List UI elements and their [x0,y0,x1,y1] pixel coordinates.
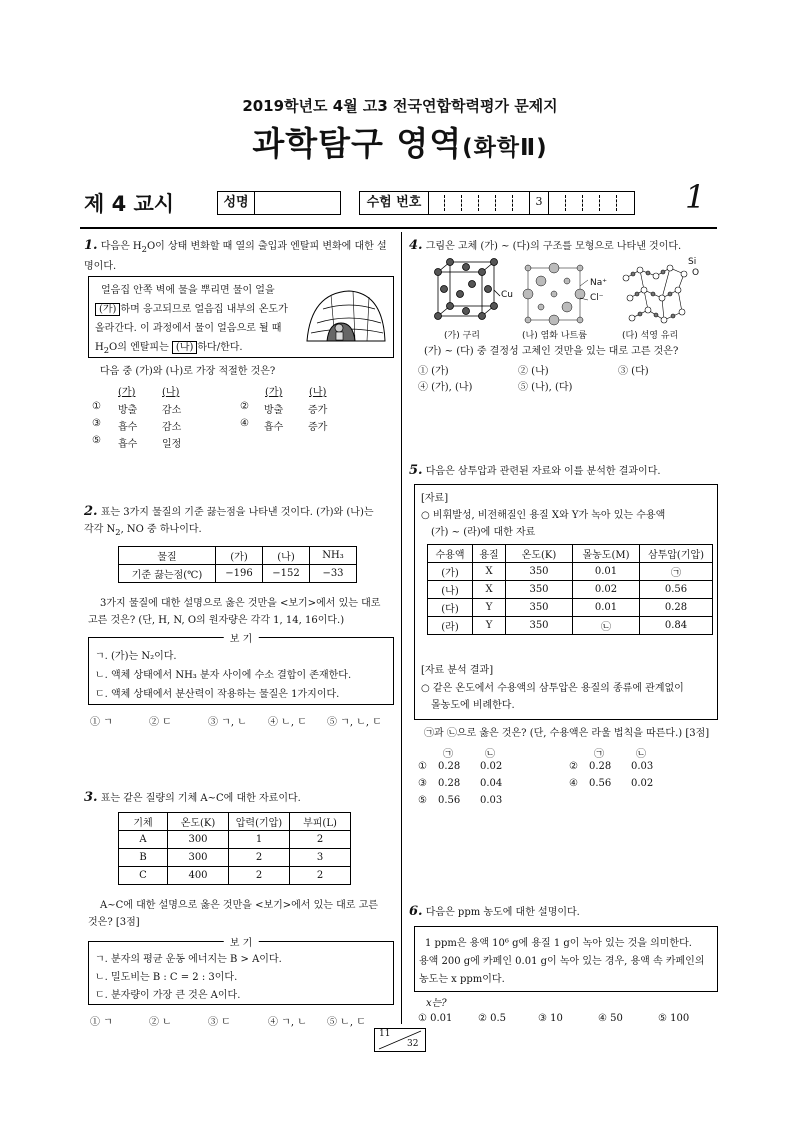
q4-number: 4. [409,238,423,253]
table-cell: 300 [168,831,229,849]
table-cell: X [473,581,506,599]
choice-b: 0.02 [631,778,654,789]
cell-divider [461,195,462,211]
table-cell: 2 [229,867,290,885]
q1-box-line2 [95,300,288,315]
table-cell: −196 [216,565,263,583]
q1-choice-4[interactable] [240,418,328,433]
q2-prompt-l2a: 각각 N [84,524,116,535]
table-cell: 용질 [473,545,506,563]
label-si: Si [688,257,697,267]
page-number: 1 [685,178,706,216]
q4-choice-5[interactable]: ⑤ (나), (다) [518,382,573,393]
choice-b: 증가 [308,422,328,433]
cell-divider [529,192,530,214]
choice-a: 0.56 [589,778,612,789]
exam-title: 2019학년도 4월 고3 전국연합학력평가 문제지 [242,97,558,115]
q1-h: H [95,342,104,353]
exam-number-box [359,191,635,215]
q1-choice-3[interactable] [92,418,182,433]
q6-choice-2[interactable]: ② 0.5 [478,1013,507,1024]
q1-choice-2[interactable] [240,401,328,416]
q3-prompt-text: 표는 같은 질량의 기체 A~C에 대한 자료이다. [100,793,301,804]
q5-choice-1[interactable] [418,761,503,772]
footer-total: 32 [407,1039,419,1049]
q1-col-na-left: (나) [162,387,180,398]
copper-structure [435,259,501,320]
nacl-structure [523,263,588,325]
choice-a: 0.28 [438,778,461,789]
q2-ask-l1: 3가지 물질에 대한 설명으로 옳은 것만을 <보기>에서 있는 대로 [100,598,381,609]
q6-prompt-text: 다음은 ppm 농도에 대한 설명이다. [425,907,580,918]
q2-prompt-l2b: , NO 중 하나이다. [120,524,202,535]
choice-a: 0.28 [589,761,612,772]
choice-num: ② [240,401,249,412]
q2-choice-2[interactable]: ② ㄷ [149,717,172,728]
q4-prompt-text: 그림은 고체 (가) ~ (다)의 구조를 모형으로 나타낸 것이다. [425,241,682,252]
table-cell: (가) [428,563,473,581]
table-row [428,581,713,599]
table-cell: (나) [428,581,473,599]
table-cell: 기체 [119,813,168,831]
q6-box-l3: 농도는 x ppm이다. [419,974,505,985]
q5-data-l2: (가) ~ (라)에 대한 자료 [431,527,536,538]
table-cell: −152 [263,565,310,583]
table-cell: 물질 [119,547,216,565]
column-divider [401,232,402,1024]
q4-ask: (가) ~ (다) 중 결정성 고체인 것만을 있는 대로 고른 것은? [424,346,679,357]
table-cell: 350 [506,617,573,635]
q6-choice-4[interactable]: ④ 50 [598,1013,623,1024]
table-cell: 온도(K) [506,545,573,563]
q5-col-b-left: ㉡ [485,749,495,760]
q1-box-line4 [95,338,243,355]
q2-choice-3[interactable]: ③ ㄱ, ㄴ [208,717,247,728]
caption-nacl: (나) 염화 나트륨 [522,331,587,341]
cell-divider [548,192,549,214]
q3-choice-1[interactable]: ① ㄱ [90,1017,113,1028]
q6-box-l1: 1 ppm은 용액 10⁶ g에 용질 1 g이 녹아 있는 것을 의미한다. [425,938,692,949]
table-cell: NH₃ [310,547,357,565]
table-cell: 1 [229,831,290,849]
choice-b: 증가 [308,405,328,416]
q5-choice-3[interactable] [418,778,503,789]
q2-bogi-3: ㄷ. 액체 상태에서 분산력이 작용하는 물질은 1가지이다. [95,689,340,700]
table-cell: Y [473,617,506,635]
caption-glass: (다) 석영 유리 [622,331,679,341]
q6-number: 6. [409,904,423,919]
table-cell: 300 [168,849,229,867]
q1-ask: 다음 중 (가)와 (나)로 가장 적절한 것은? [100,366,276,377]
table-cell: 몰농도(M) [573,545,640,563]
table-row [428,545,713,563]
choice-num: ③ [92,418,101,429]
table-cell: B [119,849,168,867]
label-o: O [692,268,700,278]
subject-sub: (화학Ⅱ) [462,135,548,161]
q5-result-l1: ○ 같은 온도에서 수용액의 삼투압은 용질의 종류에 관계없이 [421,683,684,694]
q6-prompt [409,903,580,921]
choice-b: 감소 [162,405,182,416]
label-cl: Cl⁻ [590,293,604,303]
subject-main: 과학탐구 영역 [252,124,463,163]
q3-choice-3[interactable]: ③ ㄷ [208,1017,231,1028]
q3-table [118,812,351,885]
table-cell: 0.84 [640,617,713,635]
q3-bogi-2: ㄴ. 밀도비는 B : C = 2 : 3이다. [95,972,238,983]
choice-a: 방출 [118,405,138,416]
cell-divider [599,195,600,211]
table-cell: 0.01 [573,599,640,617]
table-cell: (가) [216,547,263,565]
caption-copper: (가) 구리 [444,331,480,341]
table-row [119,565,357,583]
q2-bogi-2: ㄴ. 액체 상태에서 NH₃ 분자 사이에 수소 결합이 존재한다. [95,670,352,681]
q3-bogi-box [88,938,394,1005]
q3-ask-l1: A~C에 대한 설명으로 옳은 것만을 <보기>에서 있는 대로 고른 [100,900,378,911]
q6-choice-1[interactable]: ① 0.01 [418,1013,453,1024]
name-label: 성명 [218,192,255,214]
q5-col-a-left: ㉠ [443,749,453,760]
table-cell: 압력(기압) [229,813,290,831]
table-cell: 350 [506,581,573,599]
q6-choice-3[interactable]: ③ 10 [538,1013,563,1024]
cell-divider [616,195,617,211]
q2-prompt [84,503,396,541]
q3-bogi-3: ㄷ. 분자량이 가장 큰 것은 A이다. [95,990,241,1001]
name-field[interactable] [255,192,339,214]
q3-choice-4[interactable]: ④ ㄱ, ㄴ [268,1017,307,1028]
table-cell: A [119,831,168,849]
table-cell: (라) [428,617,473,635]
table-row [119,831,351,849]
q1-box-line4-end: 하다/한다. [197,342,243,353]
q5-result-l2: 몰농도에 비례한다. [431,700,515,711]
table-cell: (나) [263,547,310,565]
q1-choice-1[interactable] [92,401,182,416]
table-cell: ㉡ [573,617,640,635]
choice-b: 0.03 [480,795,503,806]
table-cell: 2 [229,849,290,867]
q2-prompt-l1: 표는 3가지 물질의 기준 끓는점을 나타낸 것이다. (가)와 (나)는 [100,507,374,518]
q5-choice-2[interactable] [569,761,654,772]
q4-structure-figures [430,258,720,330]
q2-prompt-sub: 2 [115,527,121,537]
table-cell: ㉠ [640,563,713,581]
q3-prompt [84,789,301,807]
q1-col-ga-right: (가) [265,387,283,398]
table-cell: C [119,867,168,885]
q5-prompt-text: 다음은 삼투압과 관련된 자료와 이를 분석한 결과이다. [425,466,661,477]
q3-choice-5[interactable]: ⑤ ㄴ, ㄷ [327,1017,366,1028]
q4-choice-1[interactable]: ① (가) [418,366,449,377]
q2-choice-5[interactable]: ⑤ ㄱ, ㄴ, ㄷ [327,717,382,728]
q1-number: 1. [84,238,98,253]
table-row [428,563,713,581]
q1-box-line3: 올라간다. 이 과정에서 물이 얼음으로 될 때 [95,323,282,334]
table-row [428,617,713,635]
q1-prompt-a: 다음은 H [100,241,142,252]
choice-num: ② [569,761,578,772]
q5-table [427,544,713,635]
choice-b: 0.02 [480,761,503,772]
cell-divider [478,195,479,211]
q5-result-title: [자료 분석 결과] [421,665,494,676]
choice-a: 0.56 [438,795,461,806]
q2-choice-4[interactable]: ④ ㄴ, ㄷ [268,717,307,728]
q1-blank-na: (나) [172,341,197,354]
choice-a: 흡수 [264,422,284,433]
q4-choice-4[interactable]: ④ (가), (나) [418,382,473,393]
q2-bogi-box [88,634,394,705]
q2-ask-l2: 고른 것은? (단, H, N, O의 원자량은 각각 1, 14, 16이다.) [88,615,345,626]
q3-bogi-title: 보 기 [224,934,259,949]
q1-col-na-right: (나) [309,387,327,398]
q2-bogi-1: ㄱ. (가)는 N₂이다. [95,651,177,662]
q1-h-sub: 2 [103,345,110,355]
label-cu: Cu [501,290,513,300]
table-cell: 수용액 [428,545,473,563]
table-cell: 0.01 [573,563,640,581]
table-cell: 기준 끓는점(℃) [119,565,216,583]
q4-prompt [409,237,681,255]
table-cell: X [473,563,506,581]
subject-title [0,118,800,165]
table-row [428,599,713,617]
choice-b: 감소 [162,422,182,433]
q6-choice-5[interactable]: ⑤ 100 [658,1013,690,1024]
choice-num: ④ [569,778,578,789]
table-cell: 0.02 [573,581,640,599]
choice-num: ① [92,401,101,412]
table-cell: 0.28 [640,599,713,617]
exam-number-cells[interactable] [429,192,634,214]
q5-data-box [414,484,718,720]
period-label: 제 4 교시 [84,192,175,216]
table-cell: 3 [290,849,351,867]
cell-divider [565,195,566,211]
table-cell: 350 [506,563,573,581]
q1-box-line2-text: 하며 응고되므로 얼음집 내부의 온도가 [120,304,288,315]
cell-divider [582,195,583,211]
q5-col-a-right: ㉠ [594,749,604,760]
cell-divider [512,195,513,211]
q4-choice-2[interactable]: ② (나) [518,366,549,377]
igloo-illustration [301,283,387,349]
table-cell: Y [473,599,506,617]
q3-number: 3. [84,790,98,805]
choice-a: 흡수 [118,422,138,433]
label-na: Na⁺ [590,278,607,288]
table-cell: 400 [168,867,229,885]
table-row [119,867,351,885]
exam-number-digit: 3 [535,195,543,208]
q1-box-line4-text: O의 엔탈피는 [109,342,169,353]
q3-ask-l2: 것은? [3점] [88,917,140,928]
q5-ask: ㉠과 ㉡으로 옳은 것은? (단, 수용액은 라울 법칙을 따른다.) [3점] [424,728,710,739]
q5-choice-5[interactable] [418,795,503,806]
choice-a: 흡수 [118,439,138,450]
q1-box-line1: 얼음집 안쪽 벽에 물을 뿌리면 물이 얼을 [101,285,275,296]
table-row [119,813,351,831]
table-row [119,849,351,867]
q6-passage-box [414,926,718,992]
q1-prompt [84,237,394,275]
choice-num: ① [418,761,427,772]
table-cell: 0.56 [640,581,713,599]
q6-ask: x는? [426,998,447,1009]
q1-passage-box [88,276,394,358]
table-cell: 350 [506,599,573,617]
q1-col-ga-left: (가) [118,387,136,398]
choice-a: 0.28 [438,761,461,772]
choice-b: 0.04 [480,778,503,789]
q3-choice-2[interactable]: ② ㄴ [149,1017,172,1028]
q5-number: 5. [409,463,423,478]
table-row [119,547,357,565]
footer-page-box [374,1028,426,1052]
choice-b: 일정 [162,439,182,450]
q2-number: 2. [84,504,98,519]
cell-divider [495,195,496,211]
q2-bogi-title: 보 기 [224,630,259,645]
footer-page: 11 [379,1029,391,1039]
q5-prompt [409,462,661,480]
q5-choice-4[interactable] [569,778,654,789]
choice-num: ④ [240,418,249,429]
table-cell: (다) [428,599,473,617]
q2-choice-1[interactable]: ① ㄱ [90,717,113,728]
q5-data-l1: ○ 비휘발성, 비전해질인 용질 X와 Y가 녹아 있는 수용액 [421,510,666,521]
choice-b: 0.03 [631,761,654,772]
table-cell: −33 [310,565,357,583]
choice-a: 방출 [264,405,284,416]
table-cell: 온도(K) [168,813,229,831]
q1-prompt-sub: 2 [141,244,147,254]
table-cell: 2 [290,831,351,849]
q1-prompt-b: O이 상태 변화할 때 열의 출입과 엔탈피 변화에 대한 설명이다. [84,241,387,272]
q5-data-title: [자료] [421,493,449,504]
q1-choice-5[interactable] [92,435,182,450]
q3-bogi-1: ㄱ. 분자의 평균 운동 에너지는 B > A이다. [95,954,282,965]
choice-num: ⑤ [92,435,101,446]
choice-num: ③ [418,778,427,789]
q6-box-l2: 용액 200 g에 카페인 0.01 g이 녹아 있는 경우, 용액 속 카페인의 [419,956,705,967]
choice-num: ⑤ [418,795,427,806]
cell-divider [444,195,445,211]
table-cell: 2 [290,867,351,885]
glass-structure [623,265,687,323]
exam-number-label: 수험 번호 [360,192,429,214]
q1-blank-ga: (가) [95,303,120,316]
table-cell: 삼투압(기압) [640,545,713,563]
q4-choice-3[interactable]: ③ (다) [618,366,649,377]
header-rule [80,227,717,229]
table-cell: 부피(L) [290,813,351,831]
name-box [217,191,341,215]
q5-col-b-right: ㉡ [636,749,646,760]
q2-table [118,546,357,583]
